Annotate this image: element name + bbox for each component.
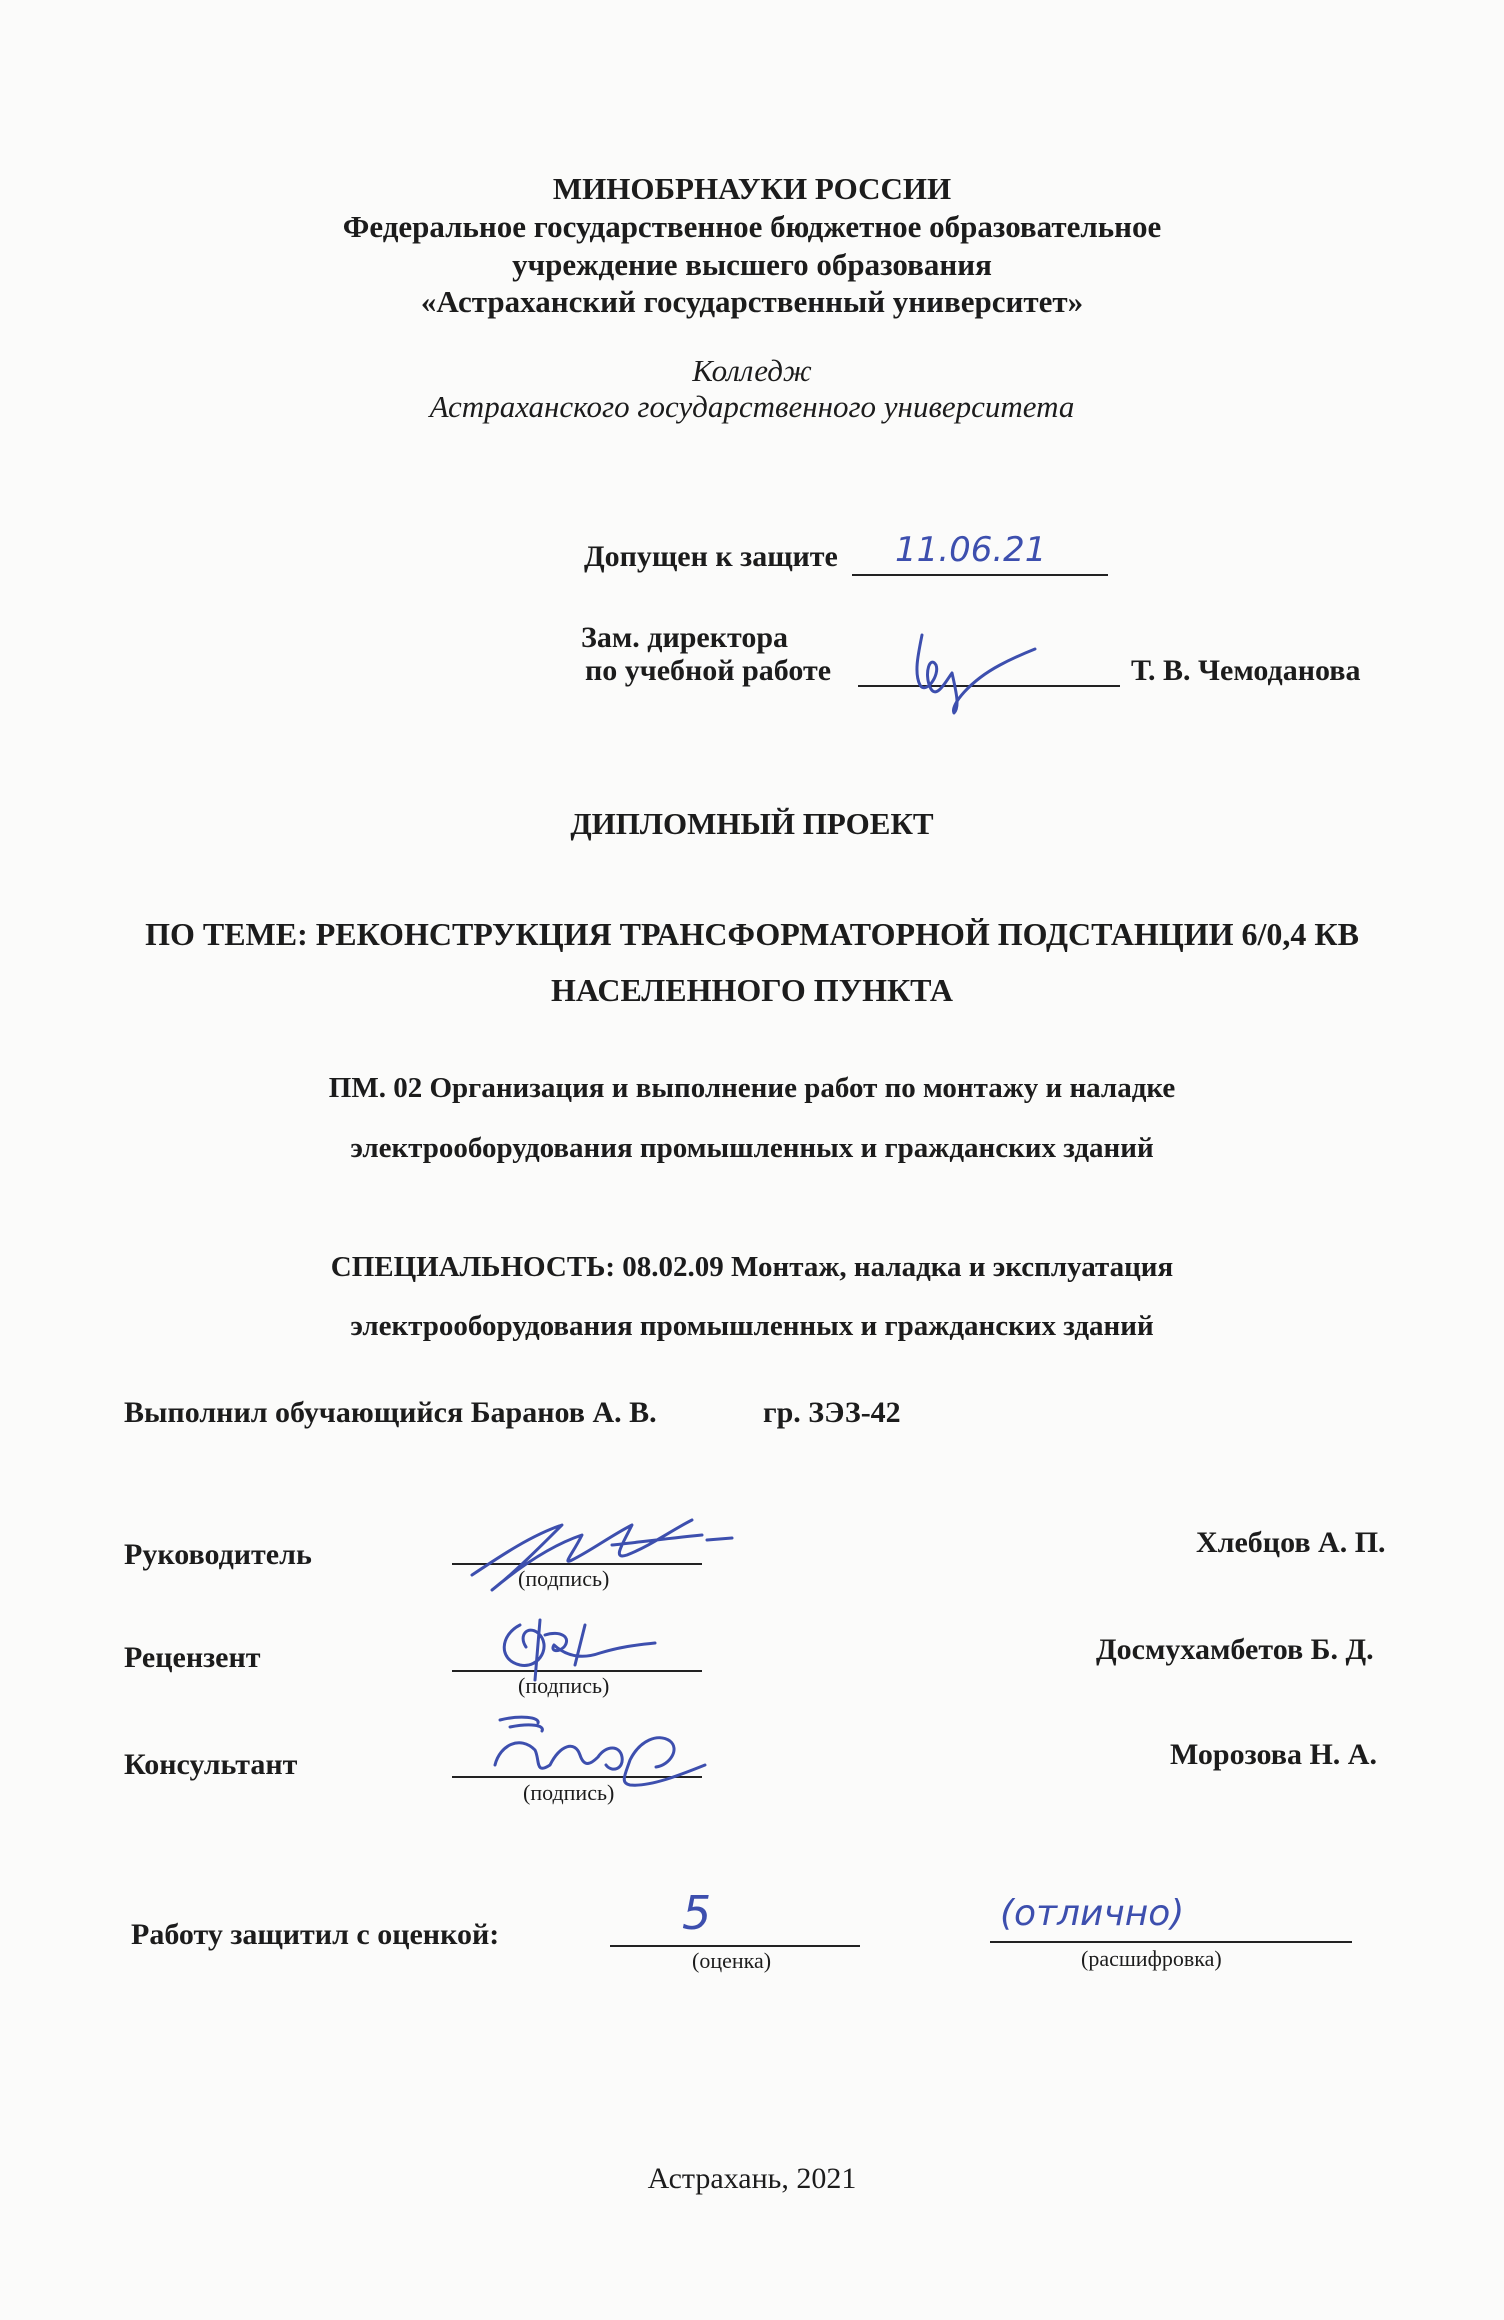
supervisor-role: Руководитель	[124, 1538, 312, 1571]
grade-text-caption: (расшифровка)	[1081, 1946, 1222, 1971]
theme-line2: НАСЕЛЕННОГО ПУНКТА	[550, 972, 954, 1008]
admitted-label: Допущен к защите	[584, 540, 838, 573]
supervisor-signature-caption: (подпись)	[518, 1566, 610, 1591]
grade-text-line	[990, 1941, 1352, 1943]
college-line2: Астраханского государственного университета	[429, 389, 1075, 424]
deputy-signature	[900, 625, 1040, 715]
supervisor-name: Хлебцов А. П.	[1196, 1526, 1386, 1559]
grade-value-caption: (оценка)	[692, 1948, 772, 1973]
header-ministry: МИНОБРНАУКИ РОССИИ	[552, 171, 952, 206]
student-group: гр. ЗЭЗ-42	[763, 1396, 901, 1429]
deputy-label-line1: Зам. директора	[581, 621, 789, 654]
footer-city-year: Астрахань, 2021	[647, 2162, 857, 2195]
grade-value-line	[610, 1945, 860, 1947]
theme-line1: ПО ТЕМЕ: РЕКОНСТРУКЦИЯ ТРАНСФОРМАТОРНОЙ ПОДСТАНЦИИ 6/0,4 КВ	[145, 916, 1359, 952]
grade-label: Работу защитил с оценкой:	[131, 1918, 500, 1951]
consultant-signature	[480, 1705, 710, 1790]
student-label: Выполнил обучающийся Баранов А. В.	[124, 1396, 657, 1429]
consultant-role: Консультант	[124, 1748, 298, 1781]
reviewer-name: Досмухамбетов Б. Д.	[1096, 1633, 1374, 1666]
header-university-name: «Астраханский государственный университет»	[420, 284, 1084, 319]
grade-value: 5	[682, 1886, 712, 1940]
college-line1: Колледж	[692, 353, 812, 388]
deputy-name: Т. В. Чемоданова	[1131, 654, 1361, 687]
consultant-signature-caption: (подпись)	[523, 1780, 615, 1805]
reviewer-role: Рецензент	[124, 1641, 261, 1674]
admitted-date-line	[852, 574, 1108, 576]
module-line2: электрооборудования промышленных и гражданских зданий	[350, 1132, 1154, 1164]
consultant-name: Морозова Н. А.	[1170, 1738, 1377, 1771]
deputy-label-line2: по учебной работе	[585, 654, 832, 687]
specialty-line2: электрооборудования промышленных и гражданских зданий	[350, 1310, 1154, 1342]
admitted-date: 11.06.21	[895, 530, 1047, 570]
reviewer-signature-caption: (подпись)	[518, 1673, 610, 1698]
module-line1: ПМ. 02 Организация и выполнение работ по монтажу и наладке	[328, 1072, 1176, 1104]
document-type-title: ДИПЛОМНЫЙ ПРОЕКТ	[570, 806, 934, 841]
header-institution-line1: Федеральное государственное бюджетное образовательное	[342, 209, 1162, 244]
specialty-line1: СПЕЦИАЛЬНОСТЬ: 08.02.09 Монтаж, наладка и эксплуатация	[330, 1251, 1174, 1283]
header-institution-line2: учреждение высшего образования	[512, 247, 992, 282]
grade-text: (отлично)	[1000, 1893, 1185, 1934]
